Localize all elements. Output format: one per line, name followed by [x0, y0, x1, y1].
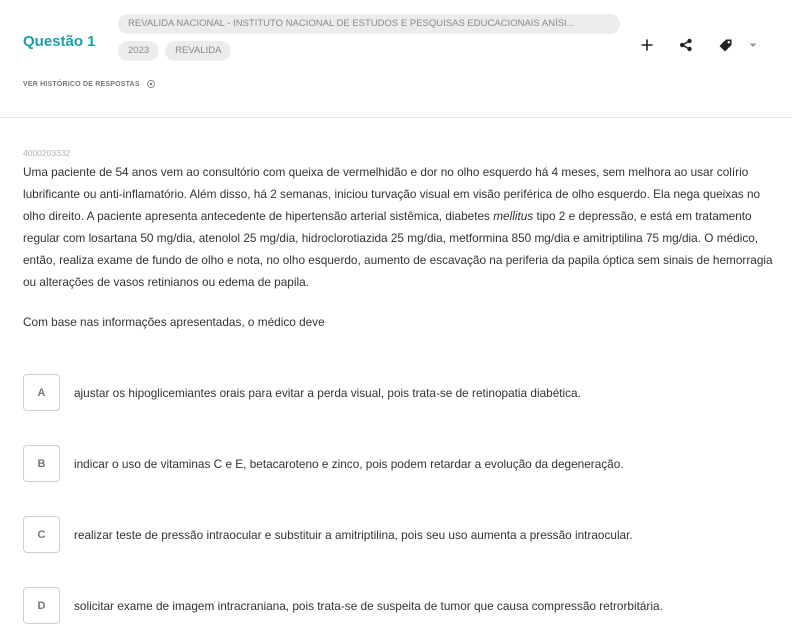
year-tag[interactable]: 2023	[118, 41, 159, 61]
tag-icon	[718, 38, 733, 53]
option-text[interactable]: realizar teste de pressão intraocular e substituir a amitriptilina, pois seu uso aumenta a pressão intraocular.	[74, 527, 633, 542]
question-body	[23, 148, 773, 329]
option-letter[interactable]: A	[23, 374, 60, 411]
question-actions	[636, 34, 764, 56]
question-title: Questão 1	[23, 33, 96, 50]
add-button[interactable]	[636, 34, 658, 56]
option-a[interactable]	[23, 374, 783, 411]
option-d[interactable]	[23, 587, 783, 624]
tag-button[interactable]	[714, 34, 736, 56]
option-text[interactable]: indicar o uso de vitaminas C e E, betacaroteno e zinco, pois podem retardar a evolução da degeneração.	[74, 456, 624, 471]
option-letter[interactable]: D	[23, 587, 60, 624]
eye-icon	[146, 79, 156, 89]
source-tag[interactable]: REVALIDA NACIONAL - INSTITUTO NACIONAL DE ESTUDOS E PESQUISAS EDUCACIONAIS ANÍSI...	[118, 14, 620, 34]
statement-text-1: Uma paciente de 54 anos vem ao consultório com queixa de vermelhidão e dor no olho esquerdo há 4 meses, sem melhora ao usar colírio lubrificante ou anti-inflamatório. Além disso, há 2 semanas, iniciou turvação visual em visão periférica de olho esquerdo. Ela nega queixas no olho direito. A paciente apresenta antecedente de hipertensão arterial sistêmica, diabetes	[23, 165, 761, 223]
chevron-down-icon	[748, 41, 758, 49]
answer-history-link[interactable]	[23, 79, 156, 89]
tag-list-secondary	[118, 41, 237, 66]
option-text[interactable]: ajustar os hipoglicemiantes orais para evitar a perda visual, pois trata-se de retinopatia diabética.	[74, 385, 581, 400]
option-b[interactable]	[23, 445, 783, 482]
answer-history-label: VER HISTÓRICO DE RESPOSTAS	[23, 80, 140, 88]
option-letter[interactable]: C	[23, 516, 60, 553]
more-options-dropdown[interactable]	[742, 34, 764, 56]
option-text[interactable]: solicitar exame de imagem intracraniana, pois trata-se de suspeita de tumor que causa compressão retrorbitária.	[74, 598, 663, 613]
question-header	[0, 0, 792, 118]
share-button[interactable]	[675, 34, 697, 56]
tag-list	[118, 14, 628, 39]
answer-options	[23, 374, 783, 636]
question-prompt: Com base nas informações apresentadas, o médico deve	[23, 315, 325, 329]
question-id: 4000203332	[23, 148, 71, 158]
statement-text-2: tipo 2 e depressão, e está em tratamento regular com losartana 50 mg/dia, atenolol 25 mg/dia, hidroclorotiazida 25 mg/dia, metformina 850 mg/dia e amitriptilina 75 mg/dia. O médico, então, realiza exame de fundo de olho e nota, no olho esquerdo, aumento de escavação na periferia da papila óptica sem sinais de hemorragia ou alterações de vasos retinianos ou edema de papila.	[23, 209, 773, 289]
share-icon	[679, 38, 693, 52]
statement-italic-term: mellitus	[493, 209, 534, 223]
option-letter[interactable]: B	[23, 445, 60, 482]
option-c[interactable]	[23, 516, 783, 553]
question-statement	[23, 161, 773, 293]
plus-icon	[641, 39, 653, 51]
exam-tag[interactable]: REVALIDA	[165, 41, 231, 61]
